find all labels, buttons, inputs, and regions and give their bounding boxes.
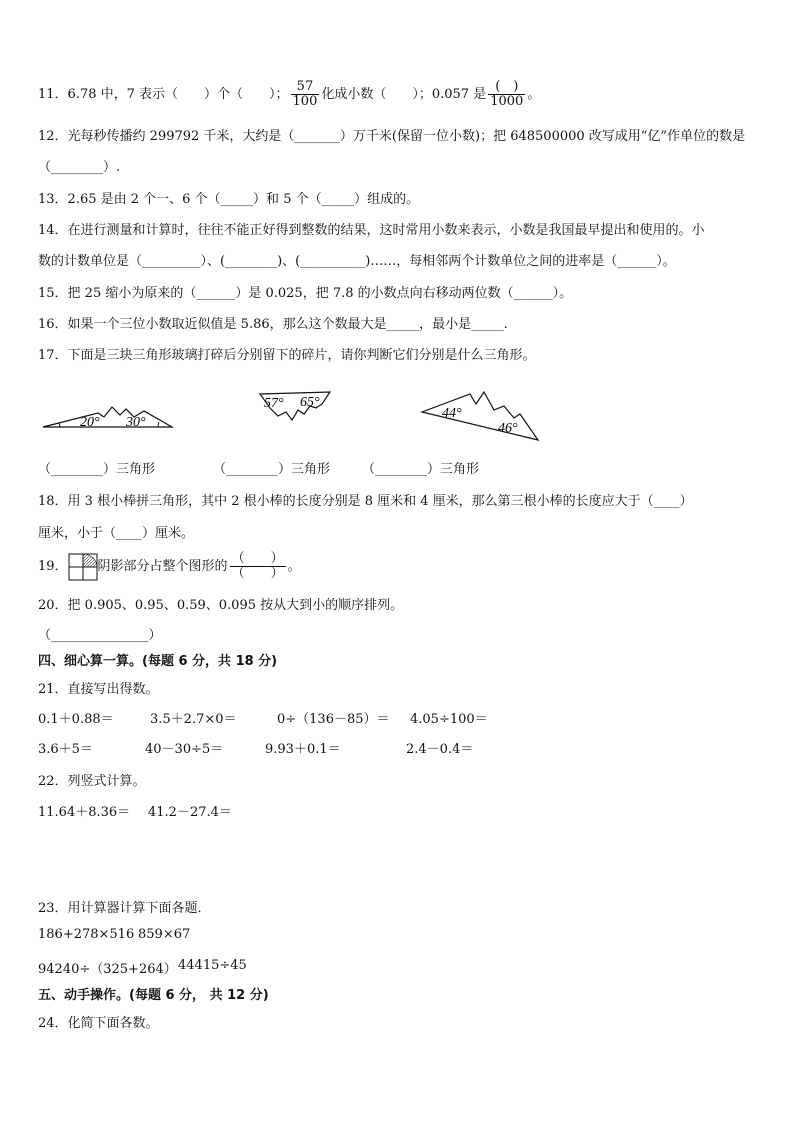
q23-row2-item2: 44415÷45	[178, 958, 247, 973]
q21-row2-item4: 2.4－0.4＝	[406, 742, 474, 757]
q21-row2-item2: 40－30÷5＝	[145, 742, 224, 757]
question-18-line1: 18．用 3 根小棒拼三角形，其中 2 根小棒的长度分别是 8 厘米和 4 厘米，那么第三根小棒的长度应大于（____）	[38, 494, 693, 509]
q19-suffix: 。	[287, 559, 301, 574]
tri1-angle-b: 30°	[126, 415, 146, 430]
question-11	[38, 80, 540, 109]
q17-answer-3: （________）三角形	[362, 462, 480, 477]
q21-row1-item1: 0.1＋0.88＝	[38, 712, 114, 727]
tri2-angle-a: 57°	[264, 396, 284, 411]
question-17: 17．下面是三块三角形玻璃打碎后分别留下的碎片，请你判断它们分别是什么三角形。	[38, 348, 536, 363]
question-12-line1: 12．光每秒传播约 299792 千米，大约是（_______）万千米(保留一位小数)；把 648500000 改写成用“亿”作单位的数是	[38, 129, 746, 144]
question-19	[38, 552, 301, 581]
question-24: 24．化简下面各数。	[38, 1016, 159, 1031]
question-13: 13．2.65 是由 2 个一、6 个（_____）和 5 个（_____）组成的。	[38, 192, 420, 207]
q17-answer-2: （________）三角形	[213, 462, 331, 477]
triangle-fragment-3	[418, 388, 542, 444]
tri1-angle-a: 20°	[80, 415, 100, 430]
q20-answer: （_______________）	[38, 628, 162, 643]
q11-suffix: 。	[527, 87, 541, 102]
question-14-line2: 数的计数单位是（_________）、(________)、(__________)……，每相邻两个计数单位之间的进率是（______）。	[38, 254, 676, 269]
question-15: 15．把 25 缩小为原来的（______）是 0.025，把 7.8 的小数点向右移动两位数（______）。	[38, 286, 573, 301]
q21-row2-item1: 3.6＋5＝	[38, 742, 93, 757]
q21-row1-item2: 3.5＋2.7×0＝	[150, 712, 237, 727]
tri3-angle-b: 46°	[498, 421, 518, 436]
question-21: 21．直接写出得数。	[38, 682, 159, 697]
question-18-line2: 厘米，小于（____）厘米。	[38, 526, 195, 541]
tri3-angle-a: 44°	[442, 406, 462, 421]
q22-item1: 11.64＋8.36＝	[38, 805, 131, 820]
question-20: 20．把 0.905、0.95、0.59、0.095 按从大到小的顺序排列。	[38, 598, 404, 613]
question-16: 16．如果一个三位小数取近似值是 5.86，那么这个数最大是_____，最小是_____.	[38, 317, 508, 332]
q21-row1-item4: 4.05÷100＝	[410, 712, 488, 727]
section-5-heading: 五、动手操作。(每题 6 分， 共 12 分)	[38, 988, 269, 1003]
fraction-blank-1000: $\frac{( )}{1000}$	[490, 79, 524, 109]
q19-answer-fraction: $\frac{( )}{( )}$	[231, 551, 284, 581]
triangle-fragment-1	[40, 395, 180, 435]
triangle-fragment-2	[258, 388, 338, 428]
q23-row1-item1: 186+278×516	[38, 927, 135, 942]
q21-row2-item3: 9.93＋0.1＝	[265, 742, 341, 757]
question-22: 22．列竖式计算。	[38, 774, 146, 789]
q22-item2: 41.2－27.4＝	[148, 805, 232, 820]
question-14-line1: 14．在进行测量和计算时，往往不能正好得到整数的结果，这时常用小数来表示，小数是我国最早提出和使用的。小	[38, 223, 705, 238]
q19-prefix: 19．	[38, 559, 68, 574]
tri2-angle-b: 65°	[300, 395, 320, 410]
q11-mid: 化成小数（ ）；0.057 是	[321, 87, 487, 102]
section-4-heading: 四、细心算一算。(每题 6 分，共 18 分)	[38, 654, 278, 669]
q17-answer-1: （________）三角形	[38, 462, 156, 477]
question-23: 23．用计算器计算下面各题．	[38, 901, 211, 916]
q23-row1-item2: 859×67	[138, 927, 191, 942]
q23-row2-item1: 94240÷（325+264）	[38, 962, 177, 977]
question-12-line2: （________）.	[38, 160, 121, 175]
q21-row1-item3: 0÷（136－85）＝	[277, 712, 390, 727]
fraction-57-100: $\frac{57}{100}$	[292, 79, 318, 109]
shaded-square-figure	[68, 553, 98, 581]
q19-text: 阴影部分占整个图形的	[97, 559, 228, 574]
q11-prefix: 11．6.78 中，7 表示（ ）个（ ）；	[38, 87, 289, 102]
